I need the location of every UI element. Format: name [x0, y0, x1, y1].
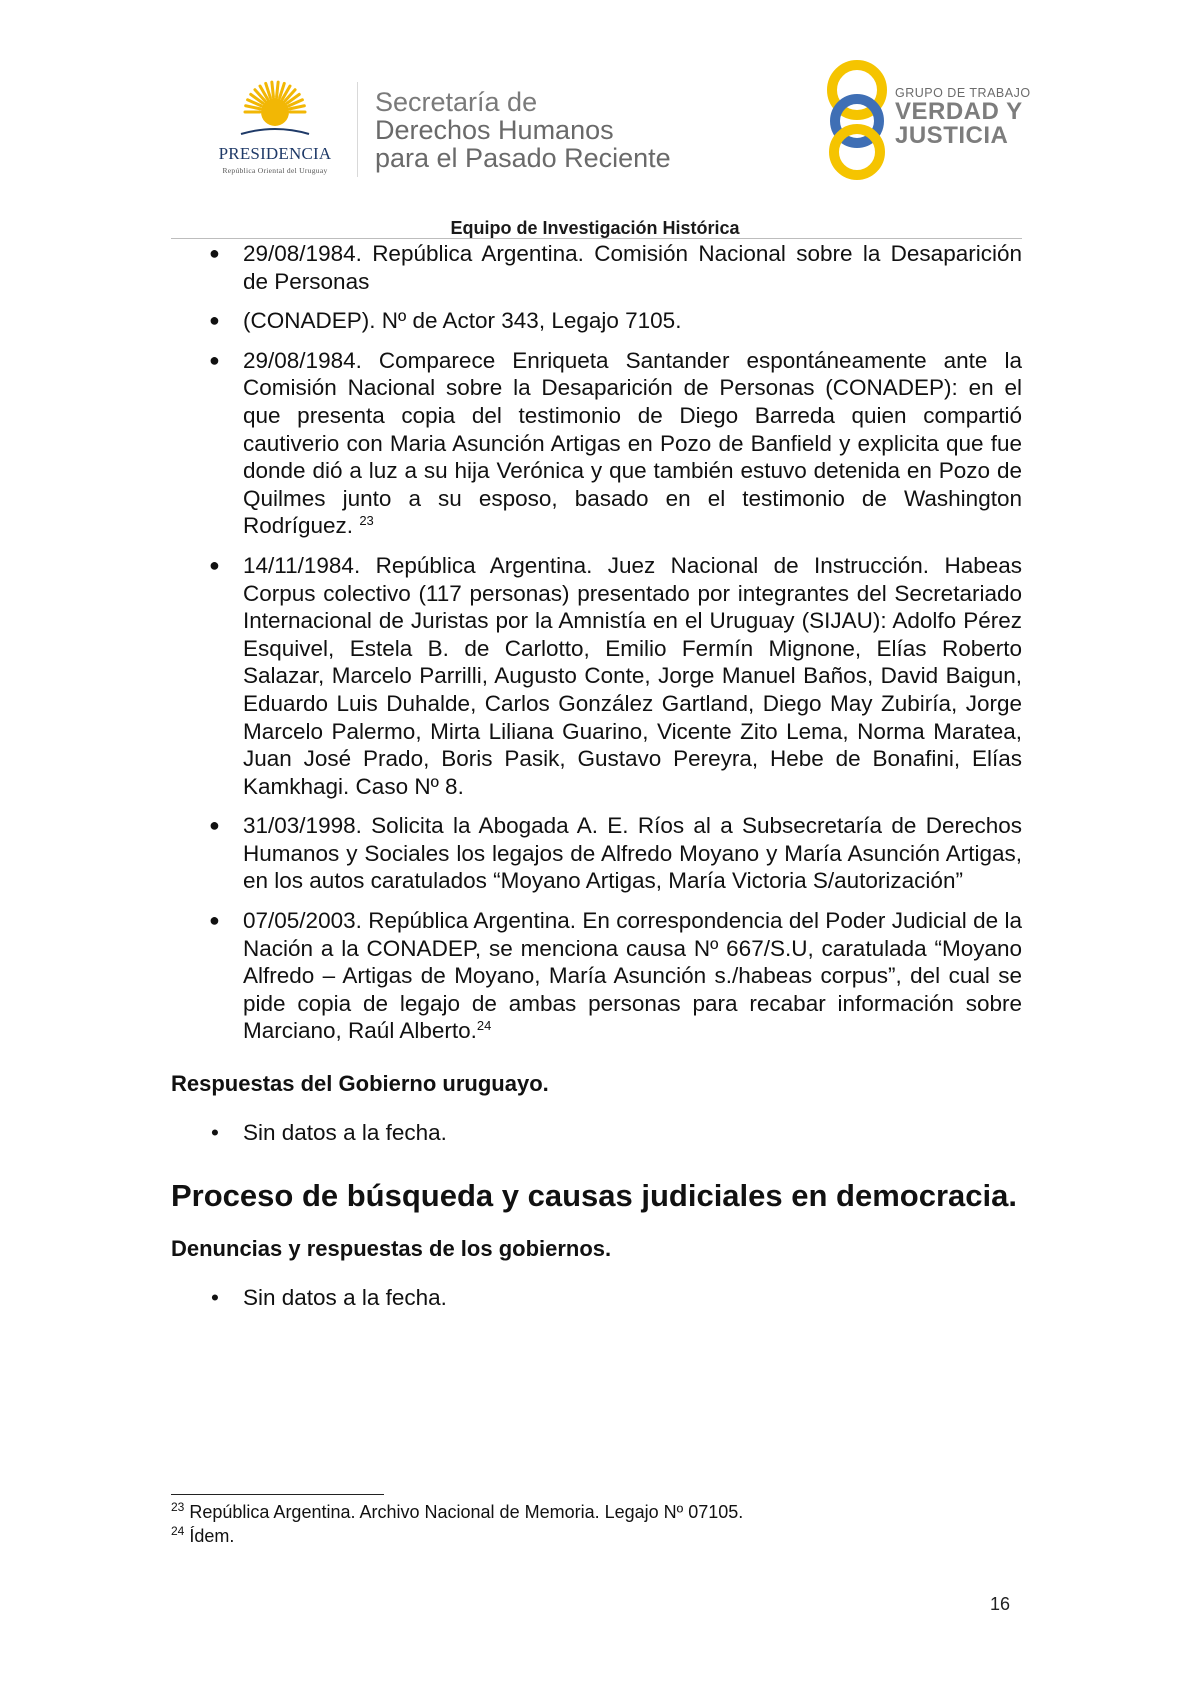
verdad-justicia-text — [895, 86, 1031, 148]
presidencia-name: PRESIDENCIA — [218, 144, 332, 163]
secretaria-line-3: para el Pasado Reciente — [375, 143, 671, 173]
bullet-icon: • — [211, 1120, 219, 1146]
list-item — [171, 812, 1022, 895]
presidencia-subtitle: República Oriental del Uruguay — [222, 166, 328, 175]
list-item — [171, 307, 1022, 335]
list-item-text: 14/11/1984. República Argentina. Juez Nacional de Instrucción. Habeas Corpus colectivo (117 personas) presentado por integrantes del Secretariado Internacional de Juristas por la Amnistía en el Uruguay (SIJAU): Adolfo Pérez Esquivel, Estela B. de Carlotto, Emilio Fermín Mignone, Elías Roberto Salazar, Marcelo Parrilli, Augusto Conte, Jorge Manuel Baños, David Baigun, Eduardo Luis Duhalde, Carlos González Gartland, Diego May Zubiría, Jorge Marcelo Palermo, Mirta Liliana Guarino, Vicente Zito Lema, Norma Maratea, Juan José Prado, Boris Pasik, Gustavo Pereyra, Hebe de Bonafini, Elías Kamkhagi. Caso Nº 8. — [243, 552, 1022, 799]
list-item-text: 07/05/2003. República Argentina. En correspondencia del Poder Judicial de la Nación a la CONADEP, se menciona causa Nº 667/S.U, caratulada “Moyano Alfredo – Artigas de Moyano, María Asunción s./habeas corpus”, del cual se pide copia de legajo de ambas personas para recabar información sobre Marciano, Raúl Alberto. — [243, 908, 1022, 1044]
bullet-icon: ● — [209, 554, 220, 575]
gtvj-line-1: GRUPO DE TRABAJO — [895, 86, 1031, 100]
page-number: 16 — [990, 1594, 1011, 1614]
list-item — [171, 552, 1022, 800]
footnote-number: 23 — [171, 1500, 185, 1514]
list-item — [171, 347, 1022, 540]
list-item — [171, 1284, 1022, 1312]
page-header — [0, 0, 1190, 238]
list-item-text: 31/03/1998. Solicita la Abogada A. E. Ríos al a Subsecretaría de Derechos Humanos y Sociales los legajos de Alfredo Moyano y María Asunción Artigas, en los autos caratulados “Moyano Artigas, María Victoria S/autorización” — [243, 813, 1022, 894]
section-heading-proceso: Proceso de búsqueda y causas judiciales en democracia. — [171, 1178, 1017, 1214]
list-item — [171, 1119, 1022, 1147]
sun-ray — [277, 82, 279, 97]
gtvj-line-2: VERDAD Y — [895, 98, 1023, 125]
footnote-text: Ídem. — [189, 1526, 235, 1546]
footnote-rule — [171, 1494, 384, 1495]
bullet-icon: ● — [209, 310, 220, 331]
footnote-text: República Argentina. Archivo Nacional de Memoria. Legajo Nº 07105. — [189, 1502, 744, 1522]
sun-icon — [235, 78, 315, 138]
section-heading-respuestas: Respuestas del Gobierno uruguayo. — [171, 1071, 549, 1097]
presidencia-logo — [195, 78, 355, 178]
sun-ray — [290, 106, 305, 109]
sun-ray — [272, 82, 274, 97]
page-content — [171, 240, 1022, 1312]
list-item-text: 29/08/1984. República Argentina. Comisión Nacional sobre la Desaparición de Personas — [243, 241, 1022, 294]
footnotes — [171, 1500, 743, 1548]
gtvj-line-3: JUSTICIA — [895, 122, 1009, 149]
footnote-ref: 23 — [359, 513, 374, 529]
list-item — [171, 240, 1022, 295]
section-subheading-denuncias: Denuncias y respuestas de los gobiernos. — [171, 1236, 612, 1262]
list-item-text: Sin datos a la fecha. — [243, 1285, 447, 1311]
bullet-icon: ● — [209, 910, 220, 931]
footnote-number: 24 — [171, 1524, 185, 1538]
list-item-text: (CONADEP). Nº de Actor 343, Legajo 7105. — [243, 308, 682, 334]
list-item — [171, 907, 1022, 1045]
footnote-ref: 24 — [476, 1018, 492, 1034]
secretaria-logo-text — [375, 88, 671, 172]
bullet-icon: • — [211, 1285, 219, 1311]
bullet-icon: ● — [209, 349, 220, 370]
list-item-text: Sin datos a la fecha. — [243, 1120, 447, 1146]
sun-ray — [246, 106, 261, 109]
footnote — [171, 1500, 743, 1524]
footnote — [171, 1524, 743, 1548]
header-team-title: Equipo de Investigación Histórica — [450, 218, 740, 238]
list-item-text: 29/08/1984. Comparece Enriqueta Santander espontáneamente ante la Comisión Nacional sobre la Desaparición de Personas (CONADEP): en el que presenta copia del testimonio de Diego Barreda quien compartió cautiverio con Maria Asunción Artigas en Pozo de Banfield y explicita que fue donde dió a luz a su hija Verónica y que también estuvo detenida en Pozo de Quilmes junto a su esposo, basado en el testimonio de Washington Rodríguez. — [243, 347, 1022, 539]
logo-divider — [357, 82, 358, 177]
header-rule — [171, 238, 1022, 239]
chronology-list — [171, 240, 1022, 1045]
bullet-icon: ● — [209, 815, 220, 836]
secretaria-line-1: Secretaría de — [375, 87, 538, 117]
secretaria-line-2: Derechos Humanos — [375, 115, 614, 145]
bullet-icon: ● — [209, 243, 220, 263]
